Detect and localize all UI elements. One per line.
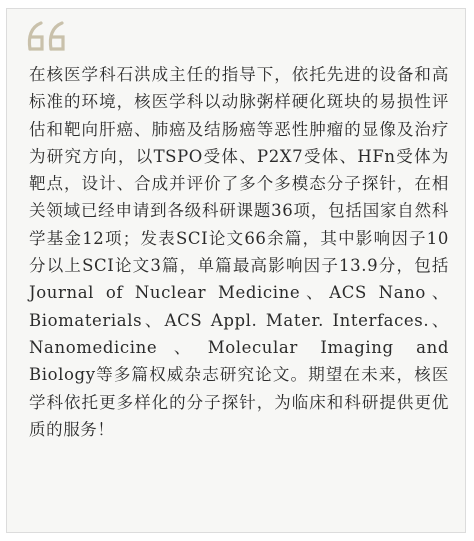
article-paragraph: 在核医学科石洪成主任的指导下，依托先进的设备和高标准的环境，核医学科以动脉粥样硬化斑块的易损性评估和靶向肝癌、肺癌及结肠癌等恶性肿瘤的显像及治疗为研究方向，以TSPO受体、P2X7受体、HFn受体为靶点，设计、合成并评价了多个多模态分子探针，在相关领域已经申请到各级科研课题36项，包括国家自然科学基金12项；发表SCI论文66余篇，其中影响因子10分以上SCI论文3篇，单篇最高影响因子13.9分，包括Journal of Nuclear Medicine、ACS Nano、Biomaterials、ACS Appl. Mater. Interfaces.、Nanomedicine、Molecular Imaging and Biology等多篇权威杂志研究论文。期望在未来，核医学科依托更多样化的分子探针，为临床和科研提供更优质的服务！ xyxy=(29,65,449,439)
article-card xyxy=(6,8,466,533)
open-quote-icon xyxy=(23,15,71,63)
